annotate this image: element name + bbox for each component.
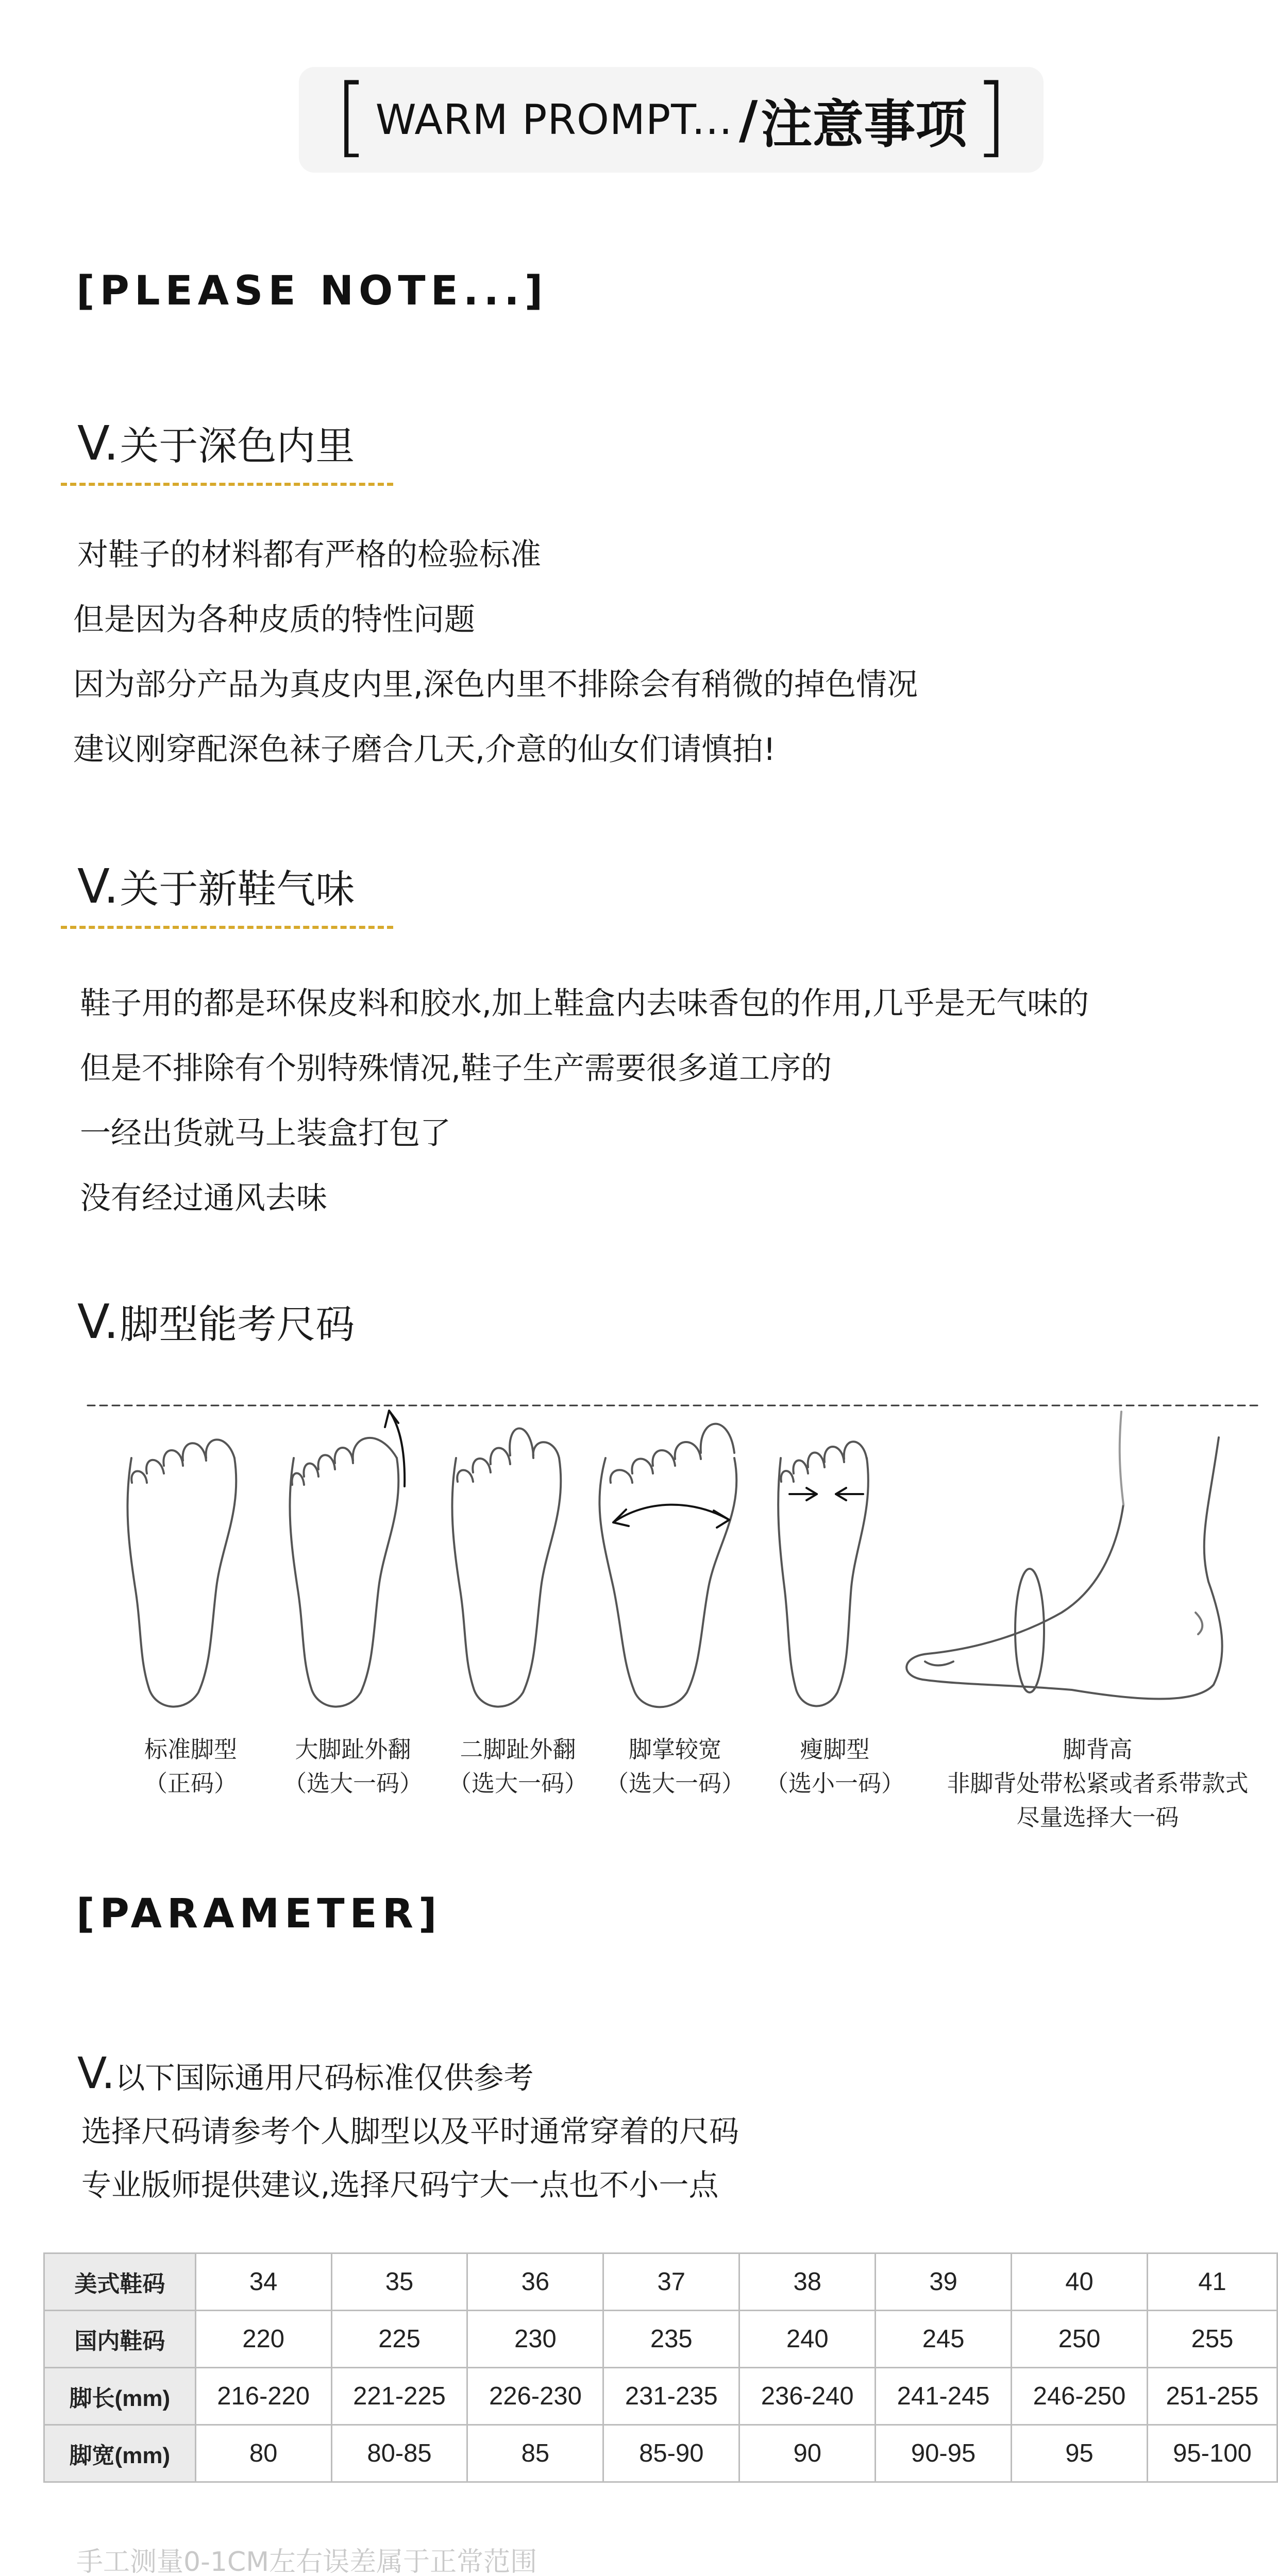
body-line: 因为部分产品为真皮内里,深色内里不排除会有稍微的掉色情况 [73,667,918,703]
body-line: 专业版师提供建议,选择尺码宁大一点也不小一点 [81,2167,719,2202]
section-title-new-shoe-smell [77,858,355,914]
foot-type-name: 脚掌较宽 [628,1736,721,1763]
table-cell: 37 [603,2253,739,2311]
table-cell: 225 [331,2311,467,2368]
table-cell: 221-225 [331,2368,467,2425]
table-cell: 226-230 [467,2368,603,2425]
row-header: 脚宽(mm) [44,2425,196,2482]
row-header: 国内鞋码 [44,2311,196,2368]
section-marker: V. [77,859,119,914]
body-line: 没有经过通风去味 [80,1180,327,1216]
table-cell: 216-220 [195,2368,331,2425]
table-cell: 90-95 [876,2425,1012,2482]
section-underline [61,926,393,929]
table-cell: 95 [1012,2425,1148,2482]
parameter-title [77,2048,533,2098]
foot-label-big-toe-valgus [268,1733,438,1801]
body-line: 一经出货就马上装盒打包了 [80,1115,451,1151]
foot-type-name: 标准脚型 [144,1736,237,1763]
foot-type-name: 瘦脚型 [800,1736,870,1763]
table-cell: 236-240 [739,2368,876,2425]
section-marker: V. [77,1294,119,1349]
body-line: 但是因为各种皮质的特性问题 [73,602,475,638]
table-cell: 251-255 [1147,2368,1277,2425]
foot-label-wide [590,1733,760,1801]
page-title [299,67,1044,173]
parameter-title-text: 以下国际通用尺码标准仅供参考 [115,2060,534,2095]
slim-foot-icon [778,1442,868,1706]
table-row [44,2311,1277,2368]
table-cell: 35 [331,2253,467,2311]
table-cell: 245 [876,2311,1012,2368]
section-title-foot-type [77,1293,355,1349]
section-marker: V. [77,2048,115,2098]
size-table [43,2252,1278,2483]
second-toe-valgus-foot-icon [452,1429,561,1707]
foot-type-advice: （选小一码） [765,1770,904,1797]
measurement-note: 手工测量0-1CM左右误差属于正常范围 [76,2547,537,2576]
please-note-heading: [PLEASE NOTE...] [76,268,548,314]
table-cell: 80 [195,2425,331,2482]
foot-type-name: 二脚趾外翻 [460,1736,576,1763]
table-cell: 95-100 [1147,2425,1277,2482]
body-line: 建议刚穿配深色袜子磨合几天,介意的仙女们请慎拍! [73,732,776,768]
table-cell: 231-235 [603,2368,739,2425]
parameter-body [81,2105,739,2212]
title-en: WARM PROMPT... [375,96,733,144]
title-slash: / [738,90,758,150]
table-cell: 255 [1147,2311,1277,2368]
table-row [44,2253,1277,2311]
table-cell: 90 [739,2425,876,2482]
section-title-text: 关于深色内里 [120,423,355,469]
foot-type-advice: （正码） [144,1770,237,1797]
big-toe-valgus-foot-icon [290,1411,405,1707]
parameter-heading: [PARAMETER] [76,1891,442,1937]
section-marker: V. [77,416,119,471]
section-body-dark-lining [73,522,918,782]
foot-type-advice: （选大一码） [448,1770,587,1797]
table-cell: 220 [195,2311,331,2368]
section-underline [61,483,393,486]
table-cell: 85-90 [603,2425,739,2482]
row-header: 美式鞋码 [44,2253,196,2311]
body-line: 但是不排除有个别特殊情况,鞋子生产需要很多道工序的 [80,1050,832,1087]
table-cell: 241-245 [876,2368,1012,2425]
table-cell: 250 [1012,2311,1148,2368]
standard-foot-icon [127,1439,236,1706]
foot-type-advice: 非脚背处带松紧或者系带款式 [947,1770,1249,1797]
section-body-new-shoe-smell [80,971,1089,1231]
table-cell: 85 [467,2425,603,2482]
high-instep-foot-icon [906,1412,1222,1699]
foot-type-name: 脚背高 [1063,1736,1133,1763]
foot-label-high-instep [922,1733,1273,1835]
table-cell: 235 [603,2311,739,2368]
table-cell: 80-85 [331,2425,467,2482]
foot-type-diagram [0,1370,1278,1731]
title-bracket-close: ] [974,65,1008,166]
table-cell: 240 [739,2311,876,2368]
section-title-text: 关于新鞋气味 [120,866,355,912]
foot-label-slim [750,1733,920,1801]
body-line: 对鞋子的材料都有严格的检验标准 [77,537,541,573]
row-header: 脚长(mm) [44,2368,196,2425]
table-cell: 34 [195,2253,331,2311]
table-cell: 230 [467,2311,603,2368]
title-bracket-open: [ [334,65,368,166]
foot-label-second-toe-valgus [433,1733,603,1801]
foot-type-name: 大脚趾外翻 [295,1736,411,1763]
table-cell: 36 [467,2253,603,2311]
table-cell: 246-250 [1012,2368,1148,2425]
title-cn: 注意事项 [761,94,967,155]
table-row [44,2425,1277,2482]
foot-type-advice: （选大一码） [283,1770,423,1797]
section-title-dark-lining [77,415,355,471]
wide-foot-icon [599,1424,736,1707]
body-line: 鞋子用的都是环保皮料和胶水,加上鞋盒内去味香包的作用,几乎是无气味的 [80,986,1089,1022]
table-cell: 40 [1012,2253,1148,2311]
table-cell: 38 [739,2253,876,2311]
foot-type-advice-2: 尽量选择大一码 [1016,1804,1179,1831]
body-line: 选择尺码请参考个人脚型以及平时通常穿着的尺码 [81,2114,739,2149]
table-cell: 39 [876,2253,1012,2311]
section-title-text: 脚型能考尺码 [120,1301,355,1347]
table-row [44,2368,1277,2425]
table-cell: 41 [1147,2253,1277,2311]
foot-label-standard [106,1733,276,1801]
foot-type-advice: （选大一码） [605,1770,745,1797]
